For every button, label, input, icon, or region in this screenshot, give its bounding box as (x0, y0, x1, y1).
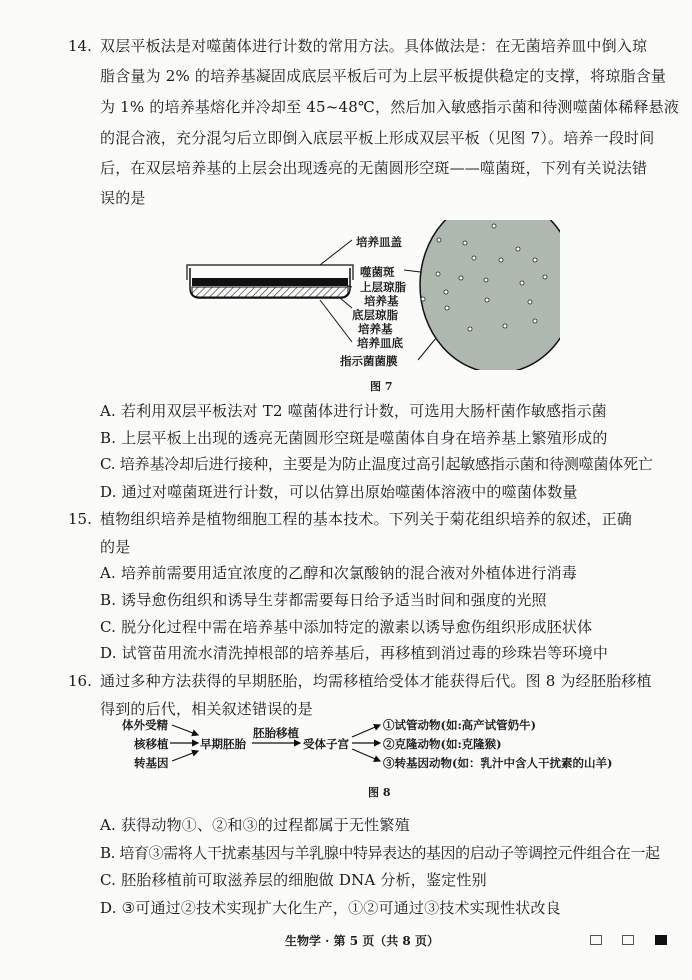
label-medium: 培养基 (358, 322, 393, 336)
option-a[interactable]: A. 获得动物①、②和③的过程都属于无性繁殖 (100, 816, 410, 834)
option-a[interactable]: A. 若利用双层平板法对 T2 噬菌体进行计数，可选用大肠杆菌作敏感指示菌 (100, 402, 607, 420)
option-b[interactable]: B. 诱导愈伤组织和诱导生芽都需要每日给予适当时间和强度的光照 (100, 591, 547, 609)
recipient-uterus: 受体子宫 (303, 737, 349, 751)
figure-7-caption: 图 7 (370, 380, 393, 393)
page-marker-filled (655, 935, 667, 945)
question-number: 16. (68, 672, 92, 690)
q14-line: 后，在双层培养基的上层会出现透亮的无菌圆形空斑——噬菌斑，下列有关说法错 (100, 159, 648, 177)
outcome-3: ③转基因动物(如：乳汁中含人干扰素的山羊) (383, 756, 613, 770)
option-c[interactable]: C. 培养基冷却后进行接种，主要是为防止温度过高引起敏感指示菌和待测噬菌体死亡 (100, 455, 653, 473)
embryo-transfer-label: 胚胎移植 (253, 726, 299, 740)
source-ivf: 体外受精 (122, 718, 168, 732)
outcome-1: ①试管动物(如:高产试管奶牛) (383, 718, 537, 732)
page-marker-empty (590, 935, 602, 945)
q15-line: 的是 (100, 538, 131, 556)
question-number: 15. (68, 510, 92, 528)
source-nuclear-transfer: 核移植 (134, 737, 169, 751)
q14-line: 双层平板法是对噬菌体进行计数的常用方法。具体做法是：在无菌培养皿中倒入琼 (100, 37, 648, 55)
label-dish-bottom: 培养皿底 (357, 336, 403, 350)
q16-line: 得到的后代，相关叙述错误的是 (100, 700, 313, 718)
label-dish-lid: 培养皿盖 (356, 235, 402, 249)
page-footer: 生物学 · 第 5 页（共 8 页） (285, 934, 439, 948)
option-d[interactable]: D. ③可通过②技术实现扩大化生产，①②可通过③技术实现性状改良 (100, 899, 561, 917)
outcome-2: ②克隆动物(如:克隆猴) (383, 737, 502, 751)
bottom-agar-layer (192, 287, 348, 297)
option-d[interactable]: D. 试管苗用流水清洗掉根部的培养基后，再移植到消过毒的珍珠岩等环境中 (100, 644, 609, 662)
question-number: 14. (68, 37, 92, 55)
q15-line: 植物组织培养是植物细胞工程的基本技术。下列关于菊花组织培养的叙述，正确 (100, 510, 633, 528)
label-plaque: 噬菌斑 (360, 265, 395, 279)
petri-dish-top-view (420, 220, 560, 370)
label-indicator-lawn: 指示菌菌膜 (340, 354, 398, 368)
figure-8-caption: 图 8 (368, 786, 391, 799)
option-c[interactable]: C. 胚胎移植前可取滋养层的细胞做 DNA 分析，鉴定性别 (100, 871, 487, 889)
option-b[interactable]: B. 培育③需将人干扰素基因与羊乳腺中特异表达的基因的启动子等调控元件组合在一起 (100, 844, 660, 862)
q14-line: 误的是 (100, 189, 146, 207)
q14-line: 的混合液，充分混匀后立即倒入底层平板上形成双层平板（见图 7）。培养一段时间 (100, 129, 655, 147)
q14-line: 为 1% 的培养基熔化并冷却至 45~48℃，然后加入敏感指示菌和待测噬菌体稀释悬液 (100, 98, 680, 116)
option-a[interactable]: A. 培养前需要用适宜浓度的乙醇和次氯酸钠的混合液对外植体进行消毒 (100, 564, 577, 582)
upper-agar-layer (192, 278, 348, 286)
option-c[interactable]: C. 脱分化过程中需在培养基中添加特定的激素以诱导愈伤组织形成胚状体 (100, 618, 593, 636)
label-upper-agar: 上层琼脂 (360, 280, 406, 294)
early-embryo: 早期胚胎 (200, 737, 246, 751)
option-b[interactable]: B. 上层平板上出现的透亮无菌圆形空斑是噬菌体自身在培养基上繁殖形成的 (100, 429, 608, 447)
petri-dish-side-view (187, 265, 353, 298)
label-medium: 培养基 (364, 294, 399, 308)
q14-line: 脂含量为 2% 的培养基凝固成底层平板后可为上层平板提供稳定的支撑，将琼脂含量 (100, 67, 667, 85)
label-bottom-agar: 底层琼脂 (352, 308, 398, 322)
source-transgenic: 转基因 (134, 756, 169, 770)
page-marker-empty (622, 935, 634, 945)
option-d[interactable]: D. 通过对噬菌斑进行计数，可以估算出原始噬菌体溶液中的噬菌体数量 (100, 483, 578, 501)
q16-line: 通过多种方法获得的早期胚胎，均需移植给受体才能获得后代。图 8 为经胚胎移植 (100, 672, 652, 690)
